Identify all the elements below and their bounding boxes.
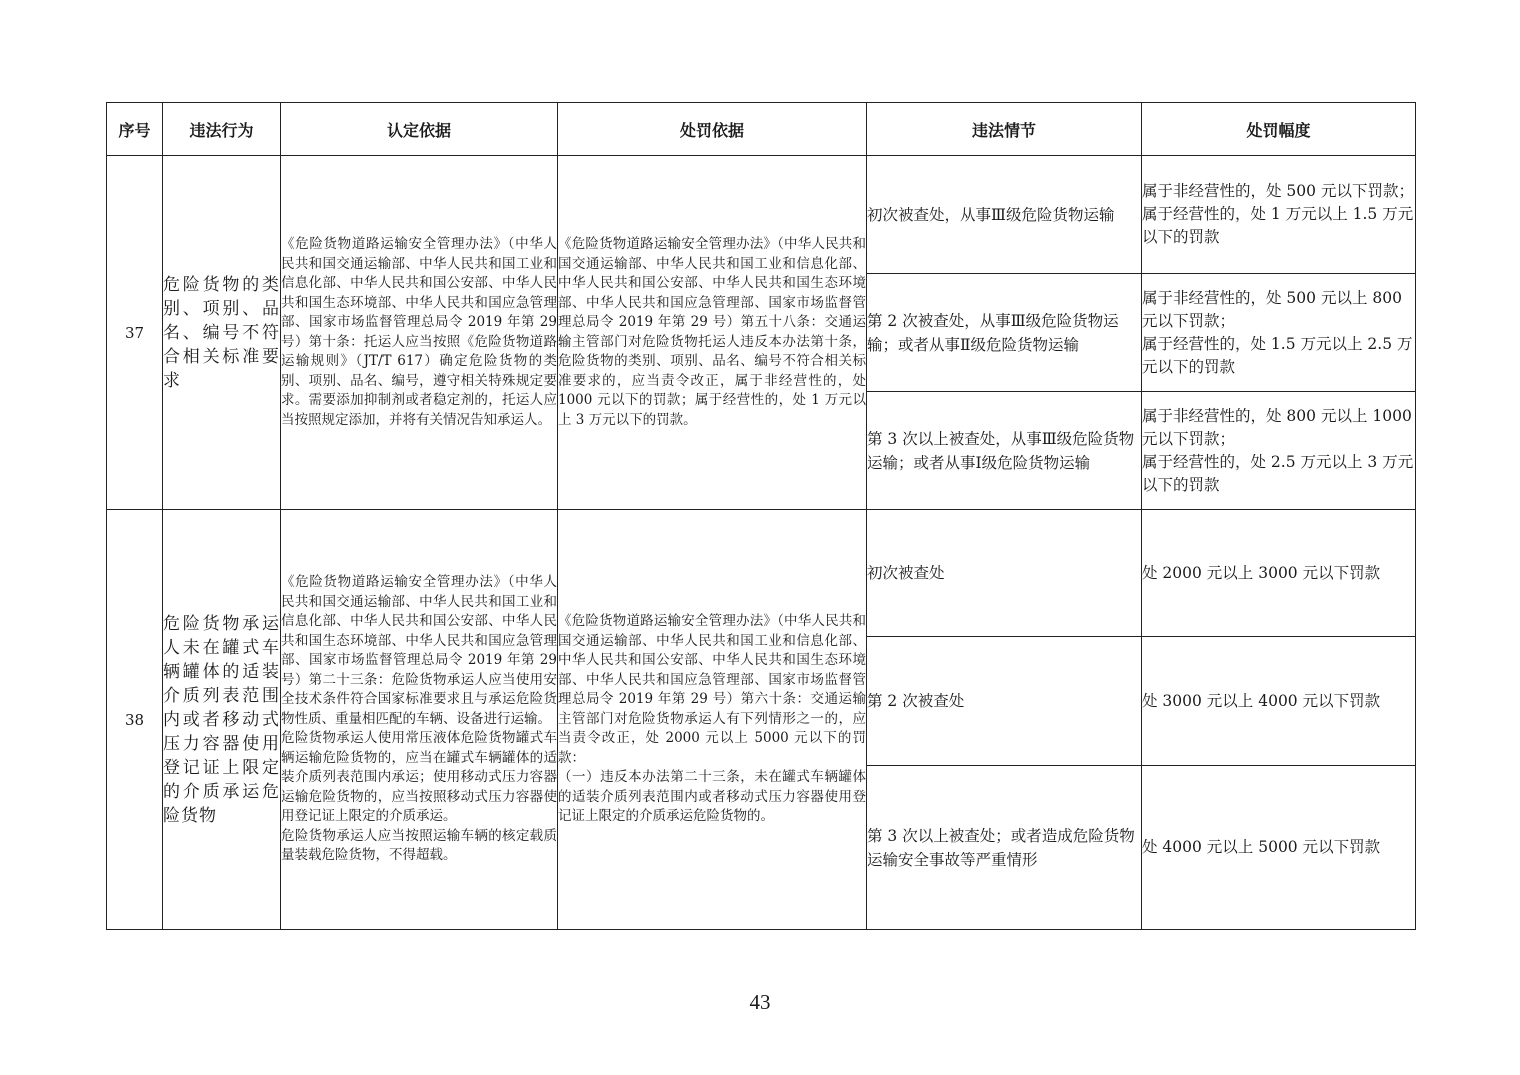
page-number: 43 bbox=[749, 990, 771, 1014]
row-situation: 初次被查处，从事Ⅲ级危险货物运输 bbox=[867, 156, 1142, 274]
row-seq: 37 bbox=[107, 156, 163, 510]
row-act: 危险货物承运人未在罐式车辆罐体的适装介质列表范围内或者移动式压力容器使用登记证上限定的介质承运危险货物 bbox=[163, 510, 281, 930]
table-row bbox=[107, 156, 1416, 274]
row-situation: 第 3 次以上被查处，从事Ⅲ级危险货物运输；或者从事Ⅰ级危险货物运输 bbox=[867, 392, 1142, 510]
row-range: 属于非经营性的，处 500 元以上 800 元以下罚款； 属于经营性的，处 1.5 万元以上 2.5 万元以下的罚款 bbox=[1142, 274, 1416, 392]
row-situation: 初次被查处 bbox=[867, 510, 1142, 637]
header-seq: 序号 bbox=[107, 103, 163, 156]
table-header-row bbox=[107, 103, 1416, 156]
row-situation: 第 3 次以上被查处；或者造成危险货物运输安全事故等严重情形 bbox=[867, 766, 1142, 930]
header-basis: 认定依据 bbox=[281, 103, 558, 156]
row-range: 属于非经营性的，处 800 元以上 1000 元以下罚款； 属于经营性的，处 2.5 万元以上 3 万元以下的罚款 bbox=[1142, 392, 1416, 510]
row-range: 属于非经营性的，处 500 元以下罚款； 属于经营性的，处 1 万元以上 1.5 万元以下的罚款 bbox=[1142, 156, 1416, 274]
row-penalty: 《危险货物道路运输安全管理办法》（中华人民共和国交通运输部、中华人民共和国工业和信息化部、中华人民共和国公安部、中华人民共和国生态环境部、中华人民共和国应急管理部、国家市场监督管理总局令 2019 年第 29 号）第六十条：交通运输主管部门对危险货物承运人有下列情形之一的，应当责令改正，处 2000 元以上 5000 元以下的罚款： （一）违反本办法第二十三条，未在罐式车辆罐体的适装介质列表范围内或者移动式压力容器使用登记证上限定的介质承运危险货物的。 bbox=[558, 510, 867, 930]
row-basis: 《危险货物道路运输安全管理办法》（中华人民共和国交通运输部、中华人民共和国工业和信息化部、中华人民共和国公安部、中华人民共和国生态环境部、中华人民共和国应急管理部、国家市场监督管理总局令 2019 年第 29 号）第二十三条：危险货物承运人应当使用安全技术条件符合国家标准要求且与承运危险货物性质、重量相匹配的车辆、设备进行运输。 危险货物承运人使用常压液体危险货物罐式车辆运输危险货物的，应当在罐式车辆罐体的适装介质列表范围内承运；使用移动式压力容器运输危险货物的，应当按照移动式压力容器使用登记证上限定的介质承运。 危险货物承运人应当按照运输车辆的核定载质量装载危险货物，不得超载。 bbox=[281, 510, 558, 930]
row-range: 处 3000 元以上 4000 元以下罚款 bbox=[1142, 637, 1416, 766]
row-basis: 《危险货物道路运输安全管理办法》（中华人民共和国交通运输部、中华人民共和国工业和信息化部、中华人民共和国公安部、中华人民共和国生态环境部、中华人民共和国应急管理部、国家市场监督管理总局令 2019 年第 29 号）第十条：托运人应当按照《危险货物道路运输规则》（JT/T 617）确定危险货物的类别、项别、品名、编号，遵守相关特殊规定要求。需要添加抑制剂或者稳定剂的，托运人应当按照规定添加，并将有关情况告知承运人。 bbox=[281, 156, 558, 510]
row-range: 处 4000 元以上 5000 元以下罚款 bbox=[1142, 766, 1416, 930]
header-situation: 违法情节 bbox=[867, 103, 1142, 156]
penalty-table bbox=[106, 102, 1416, 930]
row-situation: 第 2 次被查处 bbox=[867, 637, 1142, 766]
row-act: 危险货物的类别、项别、品名、编号不符合相关标准要求 bbox=[163, 156, 281, 510]
header-act: 违法行为 bbox=[163, 103, 281, 156]
header-penalty: 处罚依据 bbox=[558, 103, 867, 156]
row-penalty: 《危险货物道路运输安全管理办法》（中华人民共和国交通运输部、中华人民共和国工业和信息化部、中华人民共和国公安部、中华人民共和国生态环境部、中华人民共和国应急管理部、国家市场监督管理总局令 2019 年第 29 号）第五十八条：交通运输主管部门对危险货物托运人违反本办法第十条，危险货物的类别、项别、品名、编号不符合相关标准要求的，应当责令改正，属于非经营性的，处 1000 元以下的罚款；属于经营性的，处 1 万元以上 3 万元以下的罚款。 bbox=[558, 156, 867, 510]
table-row bbox=[107, 510, 1416, 637]
row-situation: 第 2 次被查处，从事Ⅲ级危险货物运输；或者从事Ⅱ级危险货物运输 bbox=[867, 274, 1142, 392]
header-range: 处罚幅度 bbox=[1142, 103, 1416, 156]
row-seq: 38 bbox=[107, 510, 163, 930]
row-range: 处 2000 元以上 3000 元以下罚款 bbox=[1142, 510, 1416, 637]
